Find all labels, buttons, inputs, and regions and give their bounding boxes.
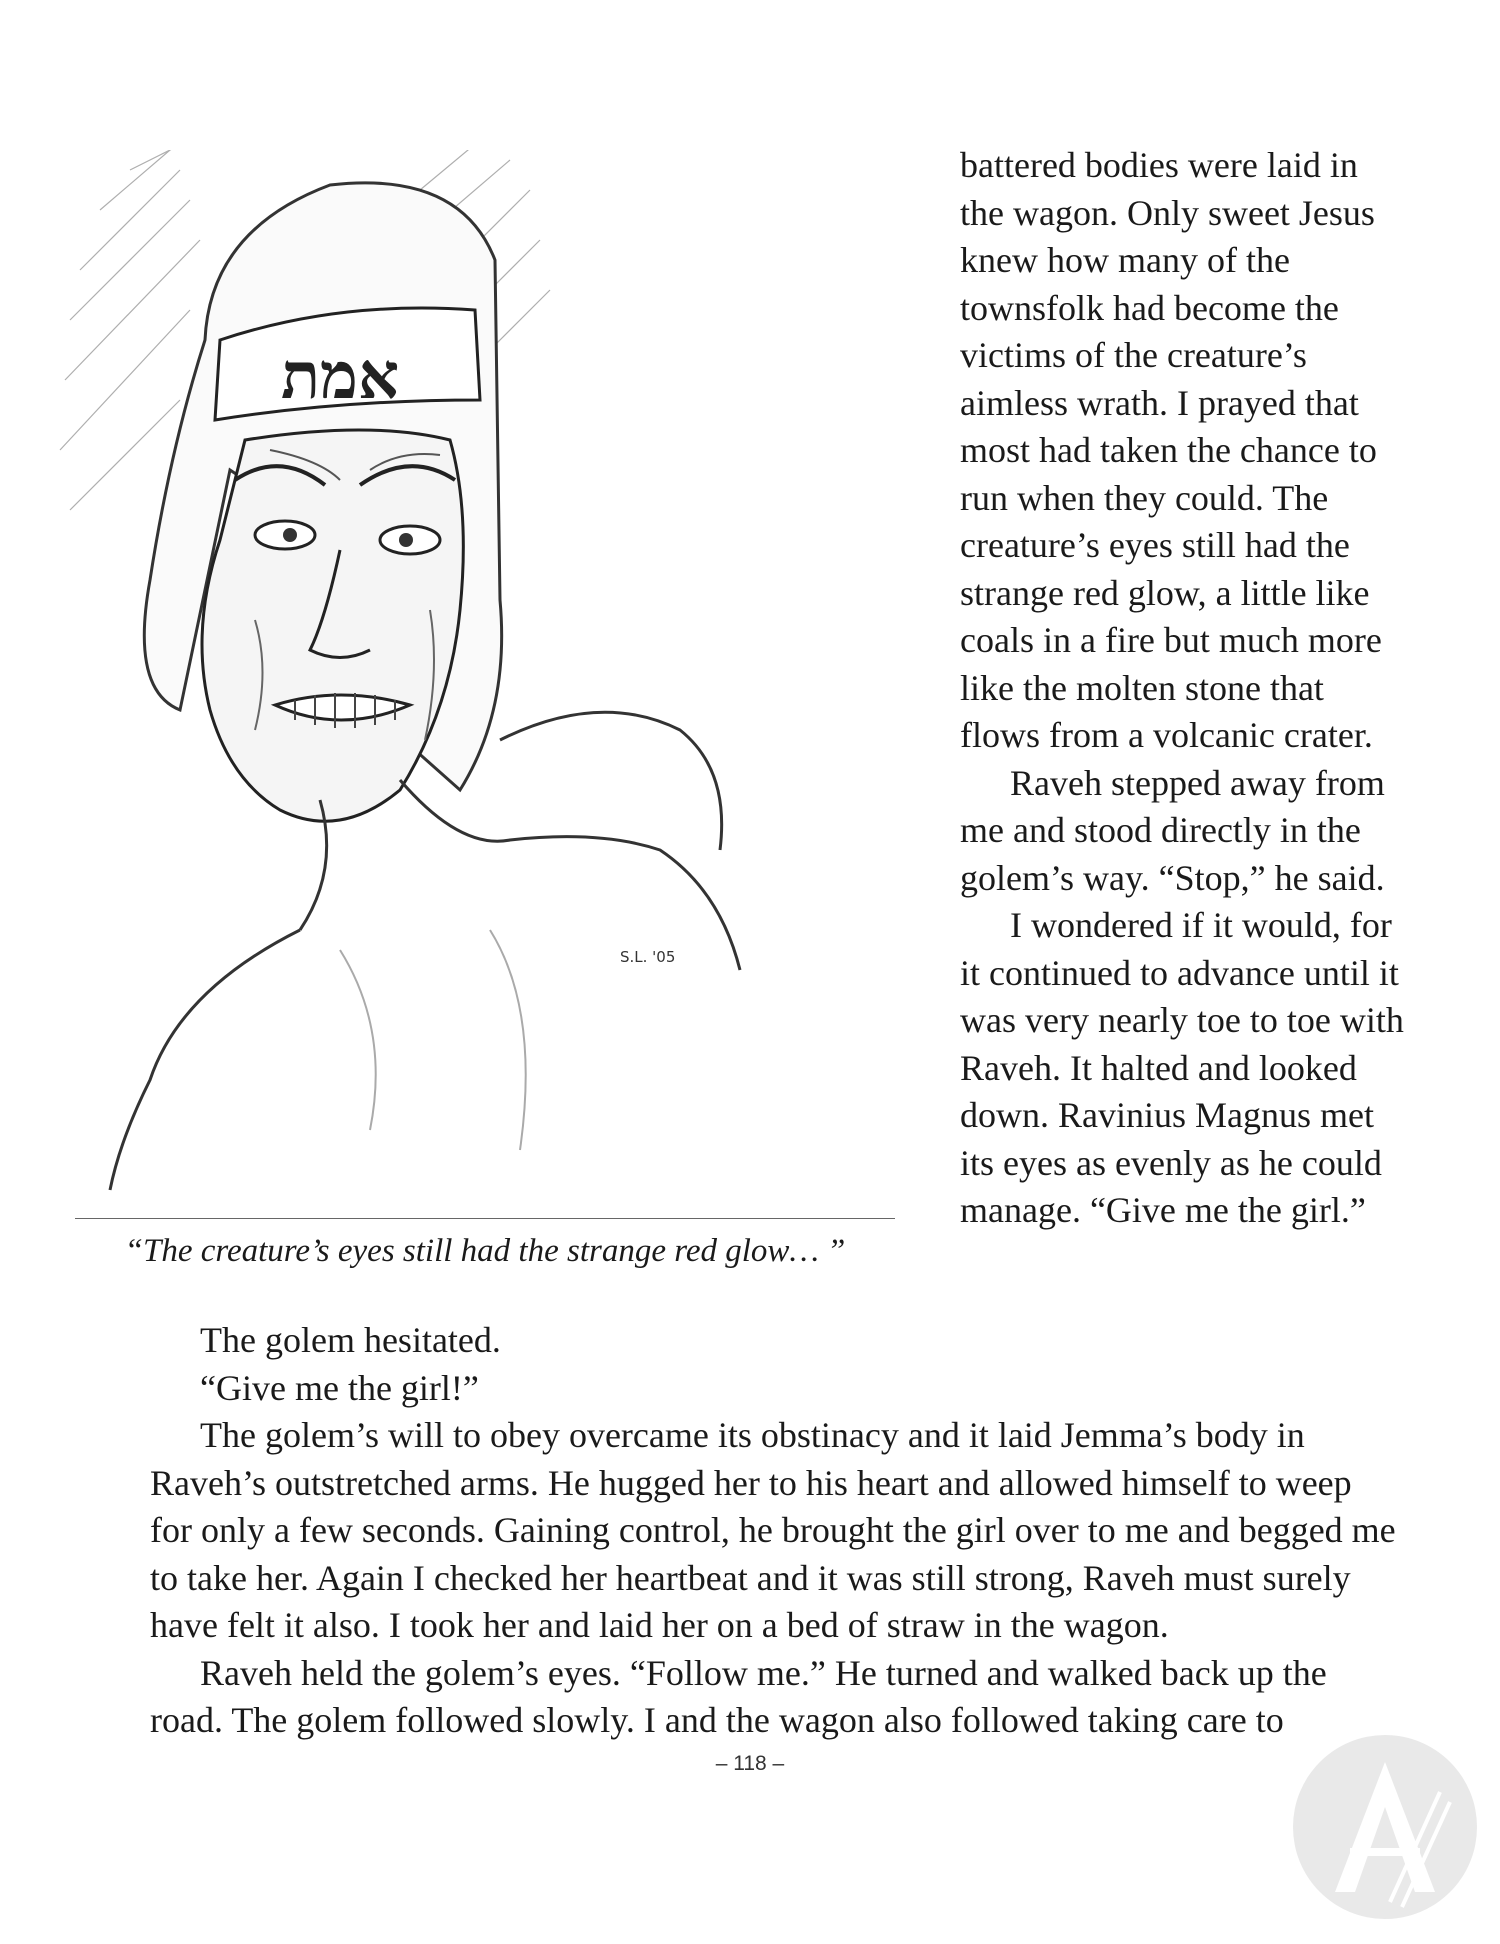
paragraph: battered bodies were laid in the wagon. Only sweet Jesus knew how many of the townsfolk had become the victims of the creature’s aimless wrath. I prayed that most had taken the chance to run when they could. The creature’s eyes still had the strange red glow, a little like coals in a fire but much more like the molten stone that flows from a volcanic crater. bbox=[960, 145, 1382, 755]
page-number: – 118 – bbox=[715, 1752, 785, 1775]
illustration-caption: “The creature’s eyes still had the strange red glow… ” bbox=[124, 1233, 846, 1269]
right-text-column bbox=[960, 142, 1410, 1235]
paragraph: I wondered if it would, for it continued to advance until it was very nearly toe to toe with Raveh. It halted and looked down. Ravinius Magnus met its eyes as evenly as he could manage. “Give me the girl.” bbox=[960, 905, 1404, 1230]
golem-illustration bbox=[40, 150, 880, 1210]
paragraph: The golem’s will to obey overcame its obstinacy and it laid Jemma’s body in Raveh’s outstretched arms. He hugged her to his heart and allowed himself to weep for only a few seconds. Gaining control, he brought the girl over to me and begged me to take her. Again I checked her heartbeat and it was still strong, Raveh must surely have felt it also. I took her and laid her on a bed of straw in the wagon. bbox=[150, 1415, 1396, 1645]
paragraph: Raveh held the golem’s eyes. “Follow me.” He turned and walked back up the road. The golem followed slowly. I and the wagon also followed taking care to bbox=[150, 1652, 1327, 1740]
headband-inscription: אמת bbox=[280, 339, 400, 414]
publisher-logo-icon bbox=[1290, 1732, 1480, 1922]
paragraph: Raveh stepped away from me and stood directly in the golem’s way. “Stop,” he said. bbox=[960, 762, 1385, 898]
caption-divider bbox=[75, 1218, 895, 1219]
artist-signature: S.L. '05 bbox=[620, 948, 676, 966]
paragraph: The golem hesitated. bbox=[200, 1320, 501, 1360]
paragraph: “Give me the girl!” bbox=[200, 1367, 479, 1408]
full-width-text bbox=[150, 1317, 1400, 1745]
